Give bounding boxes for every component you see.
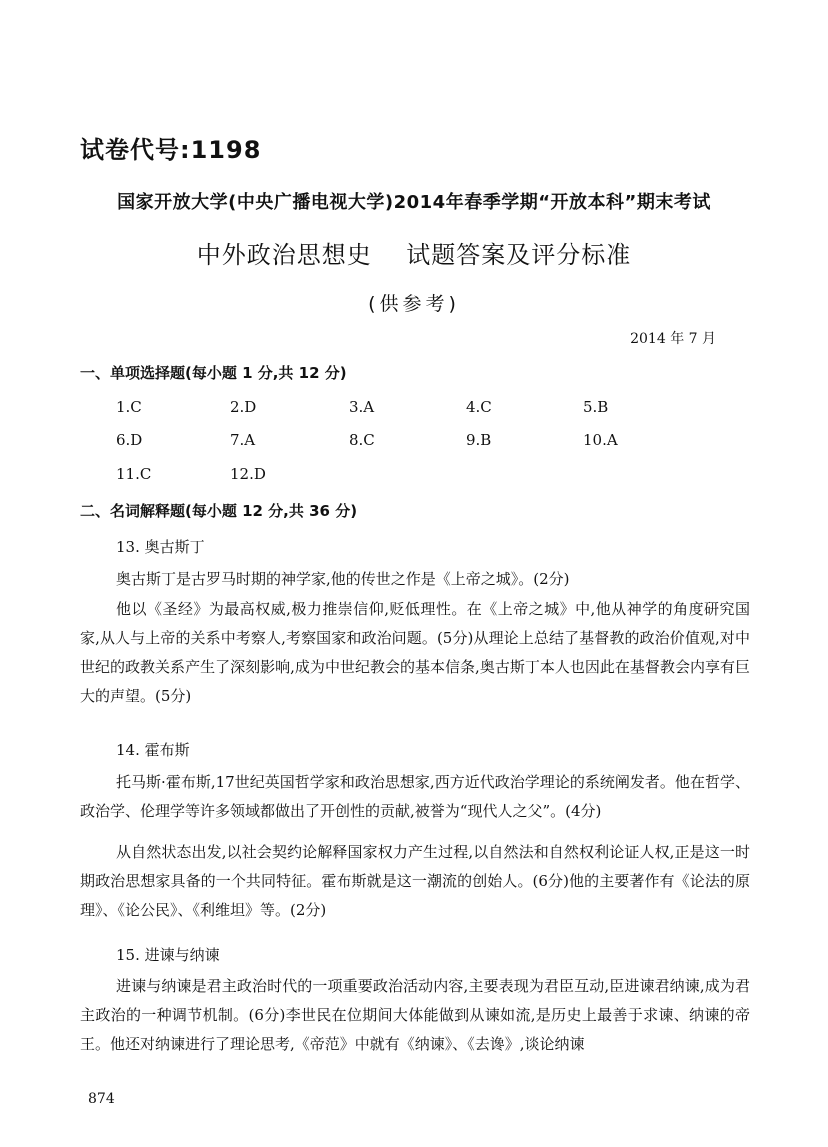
answer-5: 5.B [583,398,609,416]
answer-7: 7.A [230,431,256,449]
answer-9: 9.B [466,431,492,449]
term-13-paragraph-1: 奥古斯丁是古罗马时期的神学家,他的传世之作是《上帝之城》。(2分) [116,570,570,588]
answer-1: 1.C [116,398,142,416]
reference-note: (供参考) [368,293,460,315]
answer-6: 6.D [116,431,143,449]
answer-3: 3.A [349,398,375,416]
answer-4: 4.C [466,398,492,416]
section-1-title: 一、单项选择题(每小题 1 分,共 12 分) [80,364,347,382]
term-14-title: 14. 霍布斯 [116,741,190,759]
term-13-paragraph-2: 他以《圣经》为最高权威,极力推崇信仰,贬低理性。在《上帝之城》中,他从神学的角度研究国家,从人与上帝的关系中考察人,考察国家和政治问题。(5分)从理论上总结了基督教的政治价值观,对中世纪的政教关系产生了深刻影响,成为中世纪教会的基本信条,奥古斯丁本人也因此在基督教会内享有巨大的声望。(5分) [80,600,750,705]
page-number: 874 [88,1091,115,1107]
term-14-paragraph-2: 从自然状态出发,以社会契约论解释国家权力产生过程,以自然法和自然权利论证人权,正是这一时期政治思想家具备的一个共同特征。霍布斯就是这一潮流的创始人。(6分)他的主要著作有《论法的原理》、《论公民》、《利维坦》等。(2分) [80,843,750,919]
exam-date: 2014 年 7 月 [630,331,716,347]
answer-11: 11.C [116,465,152,483]
answer-2: 2.D [230,398,257,416]
subject-title: 中外政治思想史 试题答案及评分标准 [196,241,632,269]
term-15-title: 15. 进谏与纳谏 [116,946,220,964]
term-15-paragraph-1: 进谏与纳谏是君主政治时代的一项重要政治活动内容,主要表现为君臣互动,臣进谏君纳谏,成为君主政治的一种调节机制。(6分)李世民在位期间大体能做到从谏如流,是历史上最善于求谏、纳谏的帝王。他还对纳谏进行了理论思考,《帝范》中就有《纳谏》、《去谗》,谈论纳谏 [80,977,750,1053]
answer-8: 8.C [349,431,375,449]
term-14-paragraph-1: 托马斯·霍布斯,17世纪英国哲学家和政治思想家,西方近代政治学理论的系统阐发者。他在哲学、政治学、伦理学等许多领域都做出了开创性的贡献,被誉为“现代人之父”。(4分) [80,773,750,820]
term-13-title: 13. 奥古斯丁 [116,538,205,556]
answer-12: 12.D [230,465,266,483]
exam-title: 国家开放大学(中央广播电视大学)2014年春季学期“开放本科”期末考试 [117,192,711,213]
section-2-title: 二、名词解释题(每小题 12 分,共 36 分) [80,502,358,520]
answer-10: 10.A [583,431,618,449]
paper-code: 试卷代号:1198 [80,136,262,164]
